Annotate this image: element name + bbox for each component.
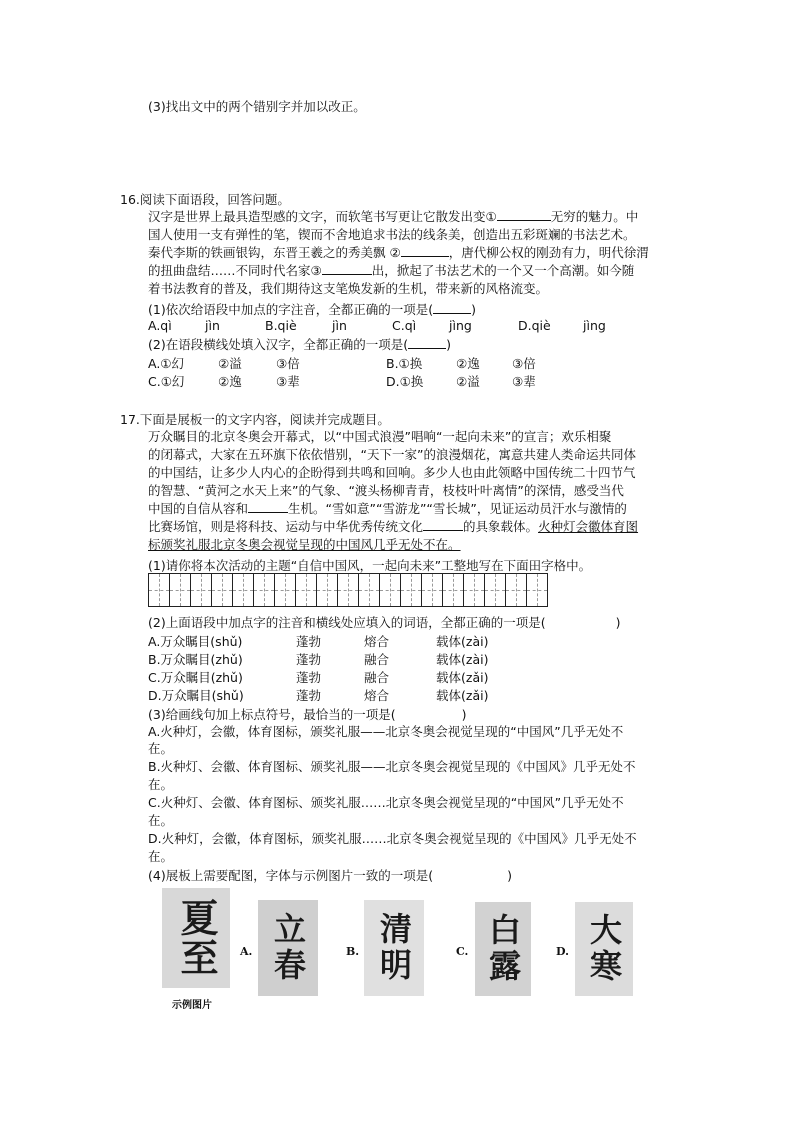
q17-sub2-d-4: 载体(zǎi) bbox=[436, 688, 489, 703]
q17-sub2-d-2: 蓬勃 bbox=[296, 688, 322, 703]
q17-title: 17.下面是展板一的文字内容，阅读并完成题目。 bbox=[120, 412, 390, 427]
q17-sub2-b-3: 融合 bbox=[364, 652, 390, 667]
q17-sub2-c-4: 载体(zǎi) bbox=[436, 670, 489, 685]
q17-sub2-a-3: 熔合 bbox=[364, 634, 390, 649]
q17-sub3: (3)给画线句加上标点符号，最恰当的一项是( ) bbox=[148, 707, 467, 722]
q17-sub2-b-2: 蓬勃 bbox=[296, 652, 322, 667]
tian-cell[interactable] bbox=[316, 573, 338, 607]
tian-cell[interactable] bbox=[274, 573, 296, 607]
example-calligraphy-image: 夏至 bbox=[162, 888, 230, 988]
tian-cell[interactable] bbox=[421, 573, 443, 607]
q16-sub2-a-3: ③倍 bbox=[276, 356, 300, 371]
q17-para-line-2: 的闭幕式，大家在五环旗下依依惜别，“天下一家”的浪漫烟花，寓意共建人类命运共同体 bbox=[148, 447, 636, 462]
tian-cell[interactable] bbox=[526, 573, 548, 607]
tian-cell[interactable] bbox=[442, 573, 464, 607]
q16-para-line-1: 汉字是世界上最具造型感的文字，而软笔书写更让它散发出变① 无穷的魅力。中 bbox=[148, 209, 639, 224]
q16-sub1-option-c-2: jìng bbox=[449, 318, 472, 333]
q16-sub2-d-2: ②溢 bbox=[456, 374, 480, 389]
q17-sub2-a-4: 载体(zài) bbox=[436, 634, 489, 649]
q16-sub1: (1)依次给语段中加点的字注音，全都正确的一项是( ) bbox=[148, 302, 476, 317]
q16-sub1-option-d-2: jìng bbox=[583, 318, 606, 333]
q17-sub2-c-2: 蓬勃 bbox=[296, 670, 322, 685]
q16-sub2-option-b[interactable]: B.①换 bbox=[386, 356, 423, 371]
q17-para-line-6: 比赛场馆，则是将科技、运动与中华优秀传统文化 的具象载体。火种灯会徽体育图 bbox=[148, 519, 639, 534]
tian-cell[interactable] bbox=[484, 573, 506, 607]
q17-sub2-c-3: 融合 bbox=[364, 670, 390, 685]
q17-sub3-option-d[interactable]: D.火种灯，会徽，体育图标，颁奖礼服……北京冬奥会视觉呈现的《中国风》几乎无处不 bbox=[148, 831, 637, 846]
tian-cell[interactable] bbox=[169, 573, 191, 607]
q16-sub1-option-b-2: jìn bbox=[332, 318, 347, 333]
option-b-calligraphy-image[interactable]: 清明 bbox=[364, 900, 424, 996]
option-d-calligraphy-image[interactable]: 大寒 bbox=[575, 902, 633, 996]
tian-cell[interactable] bbox=[211, 573, 233, 607]
image-option-label-b: B. bbox=[346, 945, 360, 958]
tian-cell[interactable] bbox=[379, 573, 401, 607]
q16-sub2-option-d[interactable]: D.①换 bbox=[386, 374, 424, 389]
q17-sub2-a-2: 蓬勃 bbox=[296, 634, 322, 649]
q17-sub3-option-a-cont: 在。 bbox=[148, 741, 174, 756]
tian-cell[interactable] bbox=[295, 573, 317, 607]
q16-sub2-b-3: ③倍 bbox=[512, 356, 536, 371]
q17-sub3-option-d-cont: 在。 bbox=[148, 849, 174, 864]
tian-cell[interactable] bbox=[148, 573, 170, 607]
tian-cell[interactable] bbox=[337, 573, 359, 607]
tian-cell[interactable] bbox=[505, 573, 527, 607]
q16-sub1-option-b[interactable]: B.qiè bbox=[265, 318, 297, 333]
tian-cell[interactable] bbox=[463, 573, 485, 607]
q17-sub2: (2)上面语段中加点字的注音和横线处应填入的词语，全都正确的一项是( ) bbox=[148, 615, 621, 630]
q16-sub1-option-d[interactable]: D.qiè bbox=[518, 318, 551, 333]
q16-sub2: (2)在语段横线处填入汉字，全都正确的一项是( ) bbox=[148, 337, 451, 352]
q17-sub3-option-c-cont: 在。 bbox=[148, 813, 174, 828]
q17-underlined-sentence-part2: 标颁奖礼服北京冬奥会视觉呈现的中国风几乎无处不在。 bbox=[148, 537, 461, 552]
q15-sub3: (3)找出文中的两个错别字并加以改正。 bbox=[148, 99, 366, 114]
q17-sub2-option-b[interactable]: B.万众瞩目(zhǔ) bbox=[148, 652, 243, 667]
q16-sub2-option-a[interactable]: A.①幻 bbox=[148, 356, 185, 371]
q17-sub3-option-a[interactable]: A.火种灯，会徽，体育图标，颁奖礼服——北京冬奥会视觉呈现的“中国风”几乎无处不 bbox=[148, 724, 624, 739]
q16-para-line-3: 秦代李斯的铁画银钩，东晋王羲之的秀美飘 ② ，唐代柳公权的刚劲有力，明代徐渭 bbox=[148, 245, 649, 260]
q17-sub2-option-a[interactable]: A.万众瞩目(shǔ) bbox=[148, 634, 243, 649]
q17-underlined-sentence-part1: 火种灯会徽体育图 bbox=[538, 519, 639, 534]
tian-cell[interactable] bbox=[400, 573, 422, 607]
example-caption: 示例图片 bbox=[172, 1000, 212, 1011]
q17-para-line-4: 的智慧、“黄河之水天上来”的气象、“渡头杨柳青青，枝枝叶叶离情”的深情，感受当代 bbox=[148, 483, 624, 498]
q16-sub1-option-a[interactable]: A.qì bbox=[148, 318, 172, 333]
q17-para-line-5: 中国的自信从容和 生机。“雪如意”“雪游龙”“雪长城”，见证运动员汗水与激情的 bbox=[148, 501, 627, 516]
q17-sub4: (4)展板上需要配图，字体与示例图片一致的一项是( ) bbox=[148, 868, 512, 883]
q17-sub2-d-3: 熔合 bbox=[364, 688, 390, 703]
q17-sub2-b-4: 载体(zài) bbox=[436, 652, 489, 667]
q17-sub1: (1)请你将本次活动的主题“自信中国风，一起向未来”工整地写在下面田字格中。 bbox=[148, 558, 592, 573]
image-option-label-c: C. bbox=[456, 945, 469, 958]
q16-sub2-c-3: ③辈 bbox=[276, 374, 300, 389]
q17-para-line-1: 万众瞩目的北京冬奥会开幕式，以“中国式浪漫”唱响“一起向未来”的宣言；欢乐相聚 bbox=[148, 429, 612, 444]
q16-para-line-2: 国人使用一支有弹性的笔，锲而不舍地追求书法的线条美，创造出五彩斑斓的书法艺术。 bbox=[148, 227, 636, 242]
q17-sub3-option-c[interactable]: C.火种灯、会徽、体育图标、颁奖礼服……北京冬奥会视觉呈现的“中国风”几乎无处不 bbox=[148, 795, 624, 810]
tian-cell[interactable] bbox=[232, 573, 254, 607]
tian-grid[interactable] bbox=[148, 573, 547, 607]
q16-sub2-d-3: ③辈 bbox=[512, 374, 536, 389]
tian-cell[interactable] bbox=[190, 573, 212, 607]
q16-sub1-option-a-2: jìn bbox=[205, 318, 220, 333]
tian-cell[interactable] bbox=[253, 573, 275, 607]
option-c-calligraphy-image[interactable]: 白露 bbox=[475, 902, 531, 996]
q16-para-line-5: 着书法教育的普及，我们期待这支笔焕发新的生机，带来新的风格流变。 bbox=[148, 281, 549, 296]
q16-sub2-c-2: ②逸 bbox=[218, 374, 242, 389]
q16-sub2-a-2: ②溢 bbox=[218, 356, 242, 371]
image-option-label-a: A. bbox=[240, 945, 253, 958]
option-a-calligraphy-image[interactable]: 立春 bbox=[258, 900, 318, 996]
q17-para-line-3: 的中国结，让多少人内心的企盼得到共鸣和回响。多少人也由此领略中国传统二十四节气 bbox=[148, 465, 636, 480]
q17-sub2-option-d[interactable]: D.万众瞩目(shǔ) bbox=[148, 688, 244, 703]
q17-sub2-option-c[interactable]: C.万众瞩目(zhǔ) bbox=[148, 670, 243, 685]
q16-sub1-option-c[interactable]: C.qì bbox=[392, 318, 417, 333]
q16-sub2-b-2: ②逸 bbox=[456, 356, 480, 371]
image-option-label-d: D. bbox=[556, 945, 569, 958]
q17-sub3-option-b-cont: 在。 bbox=[148, 777, 174, 792]
q16-para-line-4: 的扭曲盘结……不同时代名家③ 出，掀起了书法艺术的一个又一个高潮。如今随 bbox=[148, 263, 635, 278]
q16-sub2-option-c[interactable]: C.①幻 bbox=[148, 374, 185, 389]
q16-title: 16.阅读下面语段，回答问题。 bbox=[120, 192, 290, 207]
tian-cell[interactable] bbox=[358, 573, 380, 607]
q17-sub3-option-b[interactable]: B.火种灯、会徽、体育图标、颁奖礼服——北京冬奥会视觉呈现的《中国风》几乎无处不 bbox=[148, 759, 636, 774]
